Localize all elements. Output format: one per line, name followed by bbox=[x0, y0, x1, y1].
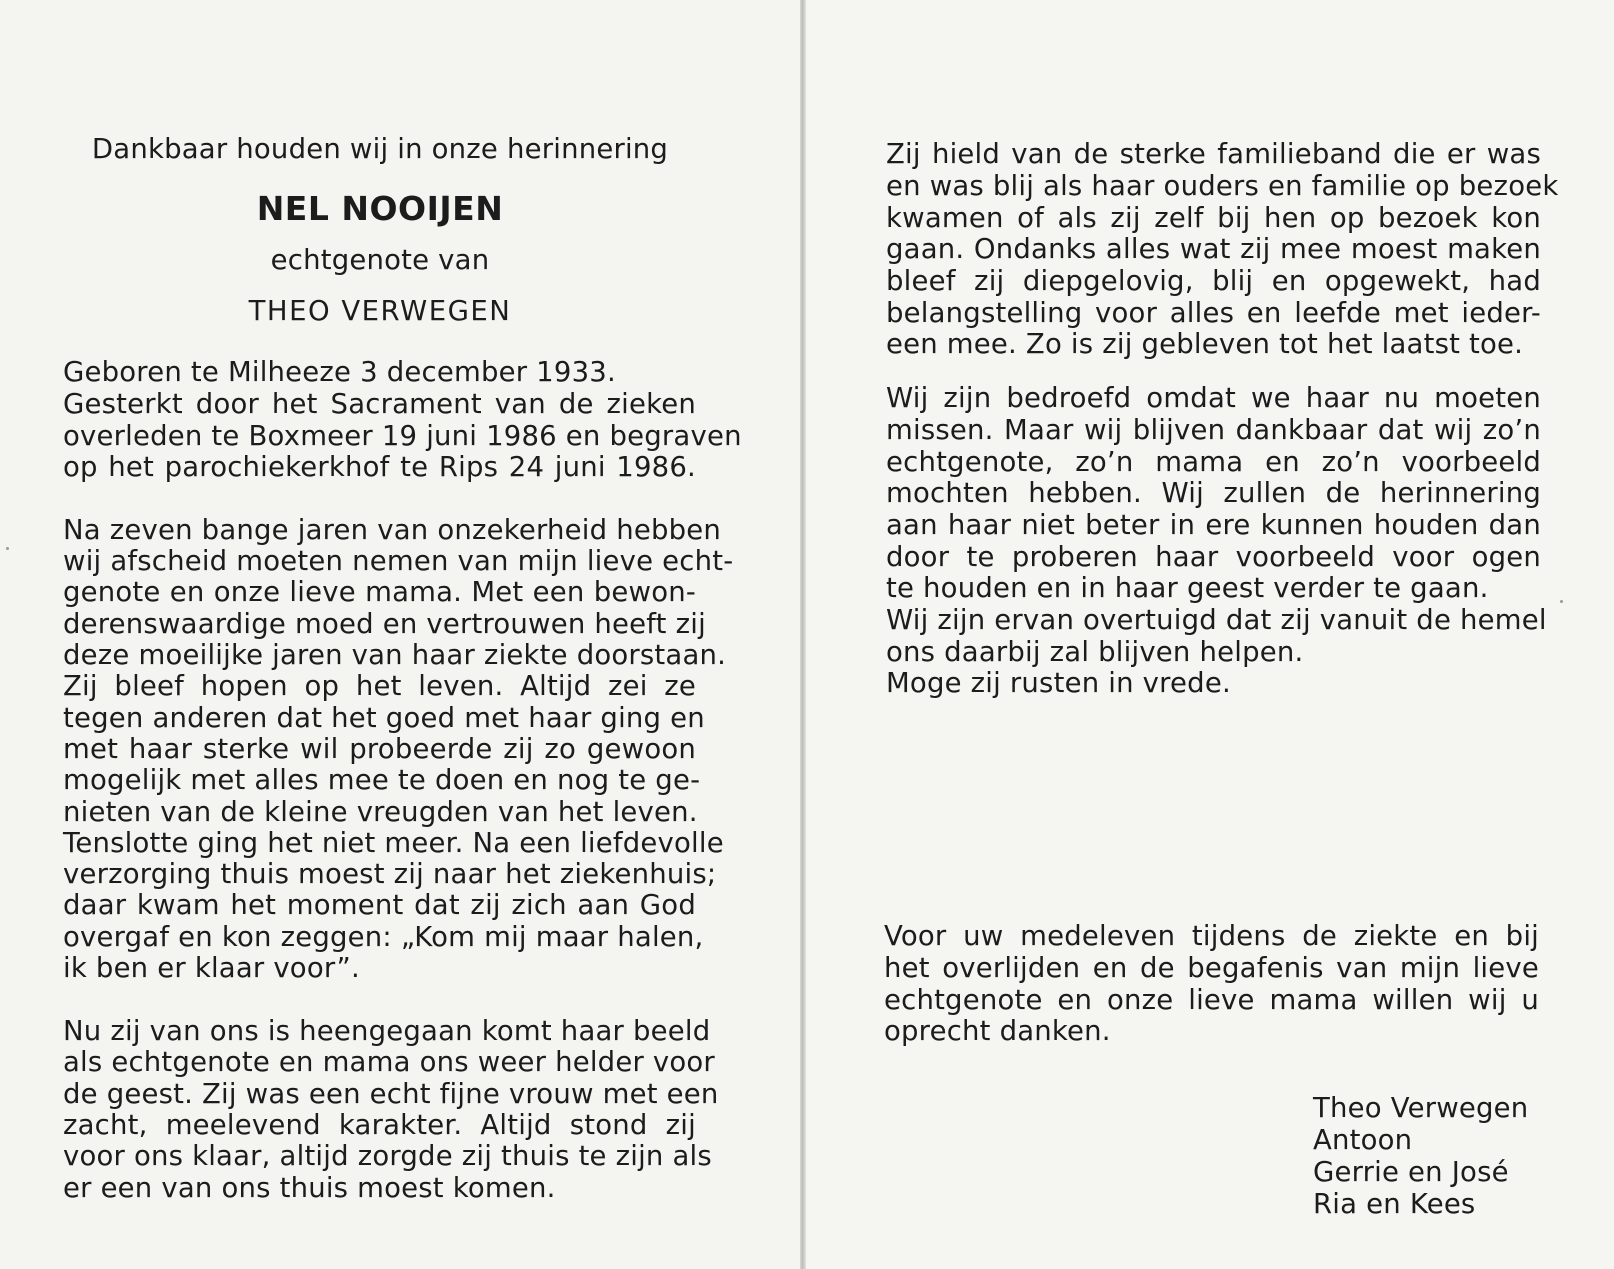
right-p2-line: aan haar niet beter in ere kunnen houden dan bbox=[886, 509, 1541, 541]
signature-name: Antoon bbox=[1313, 1124, 1413, 1156]
right-p1-line: kwamen of als zij zelf bij hen op bezoek kon bbox=[886, 202, 1541, 234]
left-p2-line: verzorging thuis moest zij naar het ziekenhuis; bbox=[63, 858, 717, 890]
left-p2-line: wij afscheid moeten nemen van mijn lieve echt- bbox=[63, 545, 734, 577]
left-p1-line: Geboren te Milheeze 3 december 1933. bbox=[63, 356, 616, 388]
right-p1-line: Zij hield van de sterke familieband die er was bbox=[886, 138, 1541, 170]
right-p2-line: te houden en in haar geest verder te gaan. bbox=[886, 572, 1489, 604]
signature-name: Ria en Kees bbox=[1313, 1188, 1476, 1220]
right-p1-line: een mee. Zo is zij gebleven tot het laatst toe. bbox=[886, 328, 1524, 360]
left-p3-line: de geest. Zij was een echt fijne vrouw met een bbox=[63, 1078, 719, 1110]
right-p2-line: echtgenote, zo’n mama en zo’n voorbeeld bbox=[886, 446, 1541, 478]
left-p2-line: deze moeilijke jaren van haar ziekte doorstaan. bbox=[63, 639, 727, 671]
left-p2-line: Tenslotte ging het niet meer. Na een liefdevolle bbox=[63, 827, 724, 859]
right-p2-line: Wij zijn ervan overtuigd dat zij vanuit de hemel bbox=[886, 604, 1547, 636]
right-p1-line: en was blij als haar ouders en familie op bezoek bbox=[886, 170, 1559, 202]
right-p2-line: Moge zij rusten in vrede. bbox=[886, 667, 1231, 699]
left-p2-line: Na zeven bange jaren van onzekerheid hebben bbox=[63, 514, 722, 546]
spouse-name: THEO VERWEGEN bbox=[248, 295, 512, 327]
left-p2-line: tegen anderen dat het goed met haar ging en bbox=[63, 702, 705, 734]
left-p3-line: Nu zij van ons is heengegaan komt haar beeld bbox=[63, 1015, 711, 1047]
left-p2-line: daar kwam het moment dat zij zich aan God bbox=[63, 889, 696, 921]
left-p3-line: zacht, meelevend karakter. Altijd stond zij bbox=[63, 1109, 696, 1141]
left-p2-line: overgaf en kon zeggen: „Kom mij maar halen, bbox=[63, 921, 704, 953]
relation-line: echtgenote van bbox=[270, 244, 490, 276]
left-p3-line: er een van ons thuis moest komen. bbox=[63, 1172, 556, 1204]
right-p2-line: ons daarbij zal blijven helpen. bbox=[886, 636, 1304, 668]
intro-line: Dankbaar houden wij in onze herinnering bbox=[91, 133, 669, 165]
right-p2-line: door te proberen haar voorbeeld voor ogen bbox=[886, 541, 1541, 573]
right-p1-line: belangstelling voor alles en leefde met ieder- bbox=[886, 297, 1541, 329]
left-p2-line: mogelijk met alles mee te doen en nog te ge- bbox=[63, 764, 701, 796]
right-p1-line: bleef zij diepgelovig, blij en opgewekt, had bbox=[886, 265, 1541, 297]
signature-name: Gerrie en José bbox=[1313, 1156, 1509, 1188]
left-p3-line: als echtgenote en mama ons weer helder voor bbox=[63, 1046, 715, 1078]
right-p2-line: mochten hebben. Wij zullen de herinnering bbox=[886, 477, 1541, 509]
thanks-line: oprecht danken. bbox=[884, 1015, 1111, 1047]
left-p1-line: Gesterkt door het Sacrament van de zieken bbox=[63, 388, 696, 420]
left-p1-line: op het parochiekerkhof te Rips 24 juni 1986. bbox=[63, 451, 696, 483]
thanks-line: het overlijden en de begafenis van mijn lieve bbox=[884, 952, 1539, 984]
thanks-line: Voor uw medeleven tijdens de ziekte en bij bbox=[884, 920, 1539, 952]
left-p3-line: voor ons klaar, altijd zorgde zij thuis te zijn als bbox=[63, 1140, 712, 1172]
left-p2-line: derenswaardige moed en vertrouwen heeft zij bbox=[63, 608, 706, 640]
print-speck bbox=[6, 547, 9, 550]
left-p2-line: ik ben er klaar voor”. bbox=[63, 952, 360, 984]
left-p2-line: Zij bleef hopen op het leven. Altijd zei ze bbox=[63, 670, 696, 702]
thanks-line: echtgenote en onze lieve mama willen wij u bbox=[884, 984, 1539, 1016]
signature-name: Theo Verwegen bbox=[1313, 1092, 1529, 1124]
deceased-name: NEL NOOIJEN bbox=[256, 189, 504, 228]
right-p2-line: Wij zijn bedroefd omdat we haar nu moeten bbox=[886, 382, 1541, 414]
left-p1-line: overleden te Boxmeer 19 juni 1986 en begraven bbox=[63, 420, 742, 452]
right-p1-line: gaan. Ondanks alles wat zij mee moest maken bbox=[886, 233, 1541, 265]
left-p2-line: met haar sterke wil probeerde zij zo gewoon bbox=[63, 733, 696, 765]
left-p2-line: genote en onze lieve mama. Met een bewon- bbox=[63, 576, 696, 608]
left-p2-line: nieten van de kleine vreugden van het leven. bbox=[63, 796, 698, 828]
print-speck bbox=[1560, 600, 1563, 603]
right-p2-line: missen. Maar wij blijven dankbaar dat wij zo’n bbox=[886, 414, 1541, 446]
